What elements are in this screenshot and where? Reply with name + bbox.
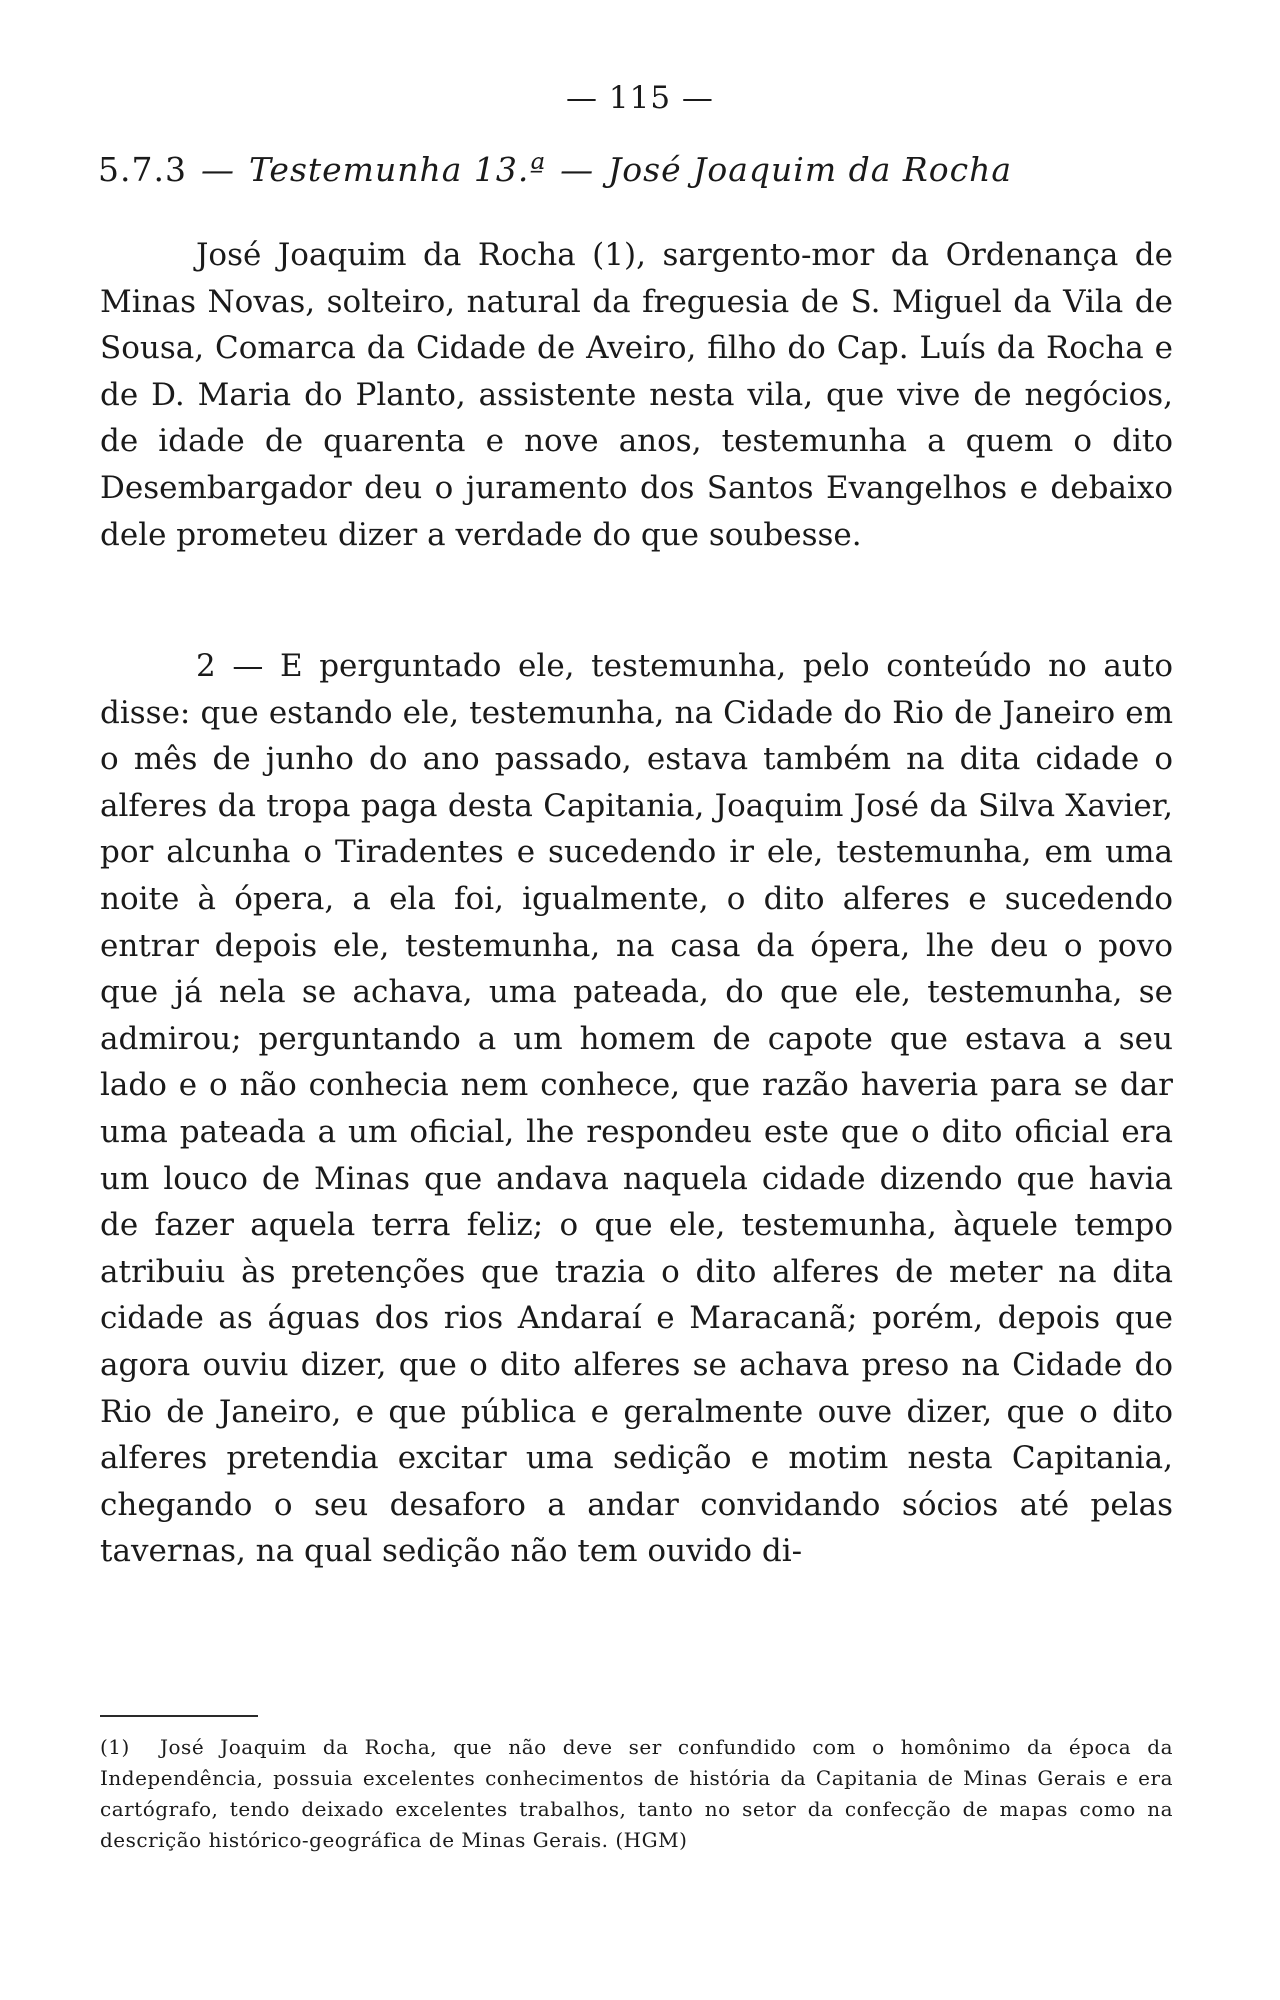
paragraph-witness-identification: José Joaquim da Rocha (1), sargento-mor da Ordenança de Minas Novas, solteiro, natural da freguesia de S. Miguel da Vila de Sousa, Comarca da Cidade de Aveiro, filho do Cap. Luís da Rocha e de D. Maria do Planto, assistente nesta vila, que vive de negócios, de idade de quarenta e nove anos, testemunha a quem o dito Desembargador deu o juramento dos Santos Evangelhos e debaixo dele prometeu dizer a verdade do que soubesse. [100, 237, 1173, 553]
footnote-divider [100, 1715, 258, 1717]
section-number: 5.7.3 [98, 150, 187, 189]
page-number: — 115 — [566, 80, 714, 116]
footnote-text: José Joaquim da Rocha, que não deve ser confundido com o homônimo da época da Independência, possuia excelentes conhecimentos de história da Capitania de Minas Gerais e era cartógrafo, tendo deixado excelentes trabalhos, tanto no setor da confecção de mapas como na descrição histórico-geográfica de Minas Gerais. (HGM) [100, 1735, 1173, 1852]
paragraph-testimony: 2 — E perguntado ele, testemunha, pelo conteúdo no auto disse: que estando ele, testemunha, na Cidade do Rio de Janeiro em o mês de junho do ano passado, estava também na dita cidade o alferes da tropa paga desta Capitania, Joaquim José da Silva Xavier, por alcunha o Tiradentes e sucedendo ir ele, testemunha, em uma noite à ópera, a ela foi, igualmente, o dito alferes e sucedendo entrar depois ele, testemunha, na casa da ópera, lhe deu o povo que já nela se achava, uma pateada, do que ele, testemunha, se admirou; perguntando a um homem de capote que estava a seu lado e o não conhecia nem conhece, que razão haveria para se dar uma pateada a um oficial, lhe respondeu este que o dito oficial era um louco de Minas que andava naquela cidade dizendo que havia de fazer aquela terra feliz; o que ele, testemunha, àquele tempo atribuiu às pretenções que trazia o dito alferes de meter na dita cidade as águas dos rios Andaraí e Maracanã; porém, depois que agora ouviu dizer, que o dito alferes se achava preso na Cidade do Rio de Janeiro, e que pública e geralmente ouve dizer, que o dito alferes pretendia excitar uma sedição e motim nesta Capitania, chegando o seu desaforo a andar convidando sócios até pelas tavernas, na qual sedição não tem ouvido di- [100, 648, 1173, 1570]
section-separator: — [200, 150, 235, 189]
section-separator: — [560, 150, 595, 189]
section-title: Testemunha 13.ª [248, 150, 547, 189]
section-heading [98, 150, 1198, 189]
footnote [100, 1732, 1173, 1856]
footnote-marker: (1) [100, 1735, 130, 1759]
witness-name: José Joaquim da Rocha [608, 150, 1013, 189]
